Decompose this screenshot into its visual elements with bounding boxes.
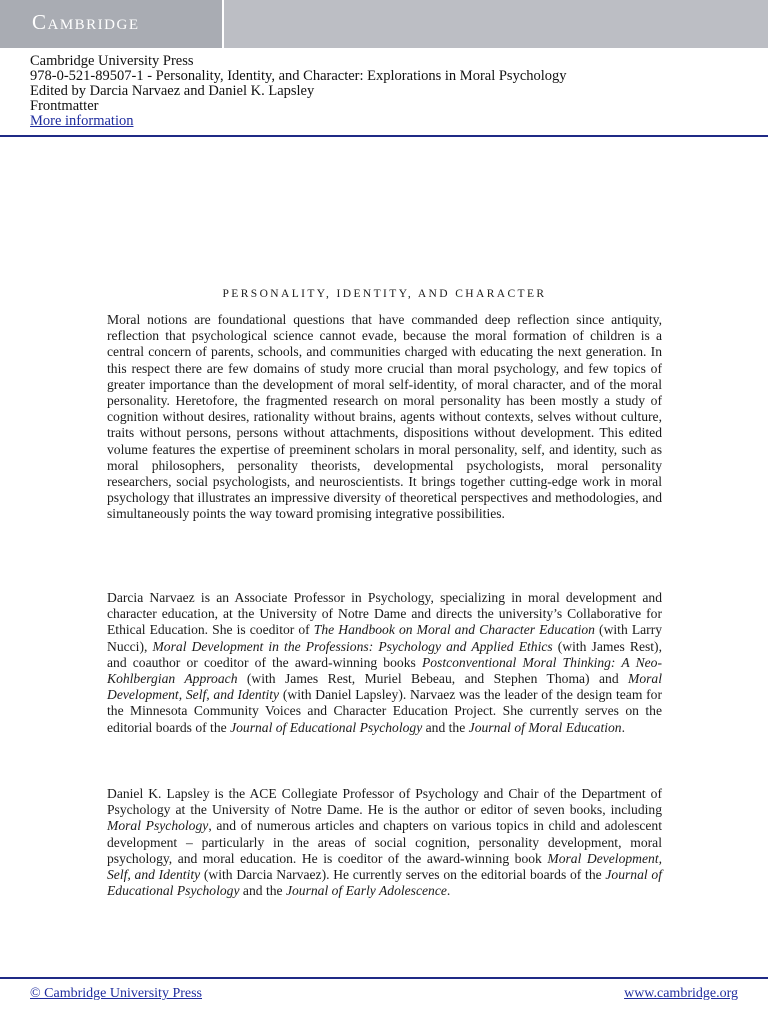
cambridge-banner	[0, 0, 768, 48]
editors-line: Edited by Darcia Narvaez and Daniel K. Lapsley	[30, 83, 315, 99]
publisher-name: Cambridge University Press	[30, 53, 194, 69]
copyright-link[interactable]: © Cambridge University Press	[30, 986, 203, 1001]
lapsley-bio-paragraph: Daniel K. Lapsley is the ACE Collegiate Professor of Psychology and Chair of the Department of Psychology at the University of Notre Dame. He is the author or editor of seven books, including Moral Psychology, and of numerous articles and chapters on various topics in child and adolescent development – particularly in the areas of social cognition, personality development, moral psychology, and moral education. He is coeditor of the award-winning book Moral Development, Self, and Identity (with Darcia Narvaez). He currently serves on the editorial boards of the Journal of Educational Psychology and the Journal of Early Adolescence.	[107, 786, 663, 899]
section-name: Frontmatter	[30, 98, 99, 114]
description-paragraph: Moral notions are foundational questions that have commanded deep reflection since antiquity, reflection that psychological science cannot evade, because the moral formation of children is a central concern of parents, schools, and communities charged with educating the next generation. In this respect there are few domains of study more crucial than moral psychology, and few topics of greater importance than the development of moral self-identity, of moral character, and of the moral personality. Heretofore, the fragmented research on moral personality has been mostly a study of cognition without desires, rationality without brains, agents without contexts, selves without culture, traits without persons, persons without attachments, dispositions without development. This edited volume features the expertise of preeminent scholars in moral personality, self, and identity, such as moral philosophers, personality theorists, developmental psychologists, moral personality researchers, social psychologists, and neuroscientists. It brings together cutting-edge work in moral psychology that illustrates an impressive diversity of theoretical perspectives and methodologies, and simultaneously points the way toward promising integrative possibilities.	[107, 312, 662, 522]
logo-box	[0, 0, 224, 48]
narvaez-bio-paragraph: Darcia Narvaez is an Associate Professor in Psychology, specializing in moral development and character education, at the University of Notre Dame and directs the university’s Collaborative for Ethical Education. She is coeditor of The Handbook on Moral and Character Education (with Larry Nucci), Moral Development in the Professions: Psychology and Applied Ethics (with James Rest), and coauthor or coeditor of the award-winning books Postconventional Moral Thinking: A Neo-Kohlbergian Approach (with James Rest, Muriel Bebeau, and Stephen Thoma) and Moral Development, Self, and Identity (with Daniel Lapsley). Narvaez was the leader of the design team for the Minnesota Community Voices and Character Education Project. She currently serves on the editorial boards of the Journal of Educational Psychology and the Journal of Moral Education.	[107, 590, 663, 735]
header-divider	[0, 135, 768, 137]
isbn-title: 978-0-521-89507-1 - Personality, Identity, and Character: Explorations in Moral Psychology	[30, 68, 567, 84]
website-link[interactable]: www.cambridge.org	[624, 986, 738, 1001]
cambridge-logo: Cambridge	[32, 10, 140, 34]
footer-divider	[0, 977, 768, 979]
page-title: PERSONALITY, IDENTITY, AND CHARACTER	[222, 288, 547, 300]
book-header	[30, 54, 750, 129]
more-information-link[interactable]: More information	[30, 113, 134, 129]
